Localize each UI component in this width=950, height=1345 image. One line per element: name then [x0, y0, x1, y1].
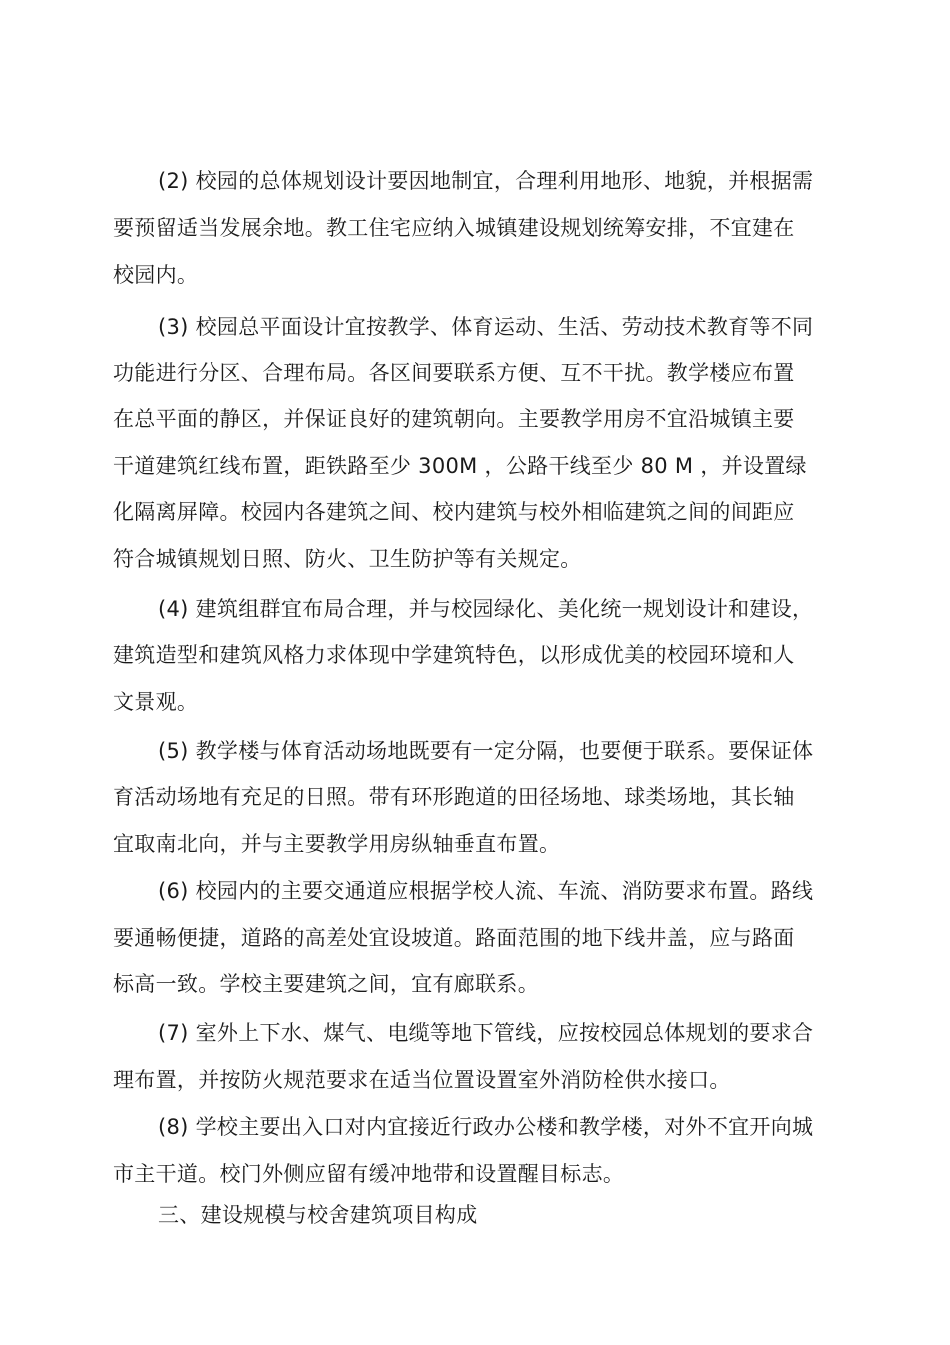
paragraph-6-line-3: 标高一致。学校主要建筑之间，宜有廊联系。 — [113, 972, 539, 996]
paragraph-3-line-2: 功能进行分区、合理布局。各区间要联系方便、互不干扰。教学楼应布置 — [113, 361, 795, 385]
paragraph-3-line-1: (3) 校园总平面设计宜按教学、体育运动、生活、劳动技术教育等不同 — [158, 315, 814, 339]
paragraph-2-line-3: 校园内。 — [113, 263, 199, 287]
paragraph-2-line-1: (2) 校园的总体规划设计要因地制宜，合理利用地形、地貌，并根据需 — [158, 169, 814, 193]
paragraph-3-line-4: 干道建筑红线布置，距铁路至少 300M ，公路干线至少 80 M ，并设置绿 — [113, 454, 807, 478]
section-heading: 三、建设规模与校舍建筑项目构成 — [158, 1203, 478, 1227]
paragraph-2-line-2: 要预留适当发展余地。教工住宅应纳入城镇建设规划统筹安排，不宜建在 — [113, 216, 795, 240]
paragraph-5-line-3: 宜取南北向，并与主要教学用房纵轴垂直布置。 — [113, 832, 561, 856]
paragraph-4-line-3: 文景观。 — [113, 690, 199, 714]
paragraph-3-line-6: 符合城镇规划日照、防火、卫生防护等有关规定。 — [113, 547, 582, 571]
paragraph-7-line-1: (7) 室外上下水、煤气、电缆等地下管线，应按校园总体规划的要求合 — [158, 1021, 814, 1045]
paragraph-4-line-1: (4) 建筑组群宜布局合理，并与校园绿化、美化统一规划设计和建设， — [158, 597, 814, 621]
paragraph-5-line-2: 育活动场地有充足的日照。带有环形跑道的田径场地、球类场地，其长轴 — [113, 785, 795, 809]
paragraph-3-line-5: 化隔离屏障。校园内各建筑之间、校内建筑与校外相临建筑之间的间距应 — [113, 500, 795, 524]
paragraph-8-line-2: 市主干道。校门外侧应留有缓冲地带和设置醒目标志。 — [113, 1162, 625, 1186]
paragraph-7-line-2: 理布置，并按防火规范要求在适当位置设置室外消防栓供水接口。 — [113, 1068, 731, 1092]
paragraph-3-line-3: 在总平面的静区，并保证良好的建筑朝向。主要教学用房不宜沿城镇主要 — [113, 407, 795, 431]
paragraph-8-line-1: (8) 学校主要出入口对内宜接近行政办公楼和教学楼，对外不宜开向城 — [158, 1115, 814, 1139]
paragraph-4-line-2: 建筑造型和建筑风格力求体现中学建筑特色，以形成优美的校园环境和人 — [113, 643, 795, 667]
paragraph-5-line-1: (5) 教学楼与体育活动场地既要有一定分隔，也要便于联系。要保证体 — [158, 739, 814, 763]
paragraph-6-line-2: 要通畅便捷，道路的高差处宜设坡道。路面范围的地下线井盖，应与路面 — [113, 926, 795, 950]
paragraph-6-line-1: (6) 校园内的主要交通道应根据学校人流、车流、消防要求布置。路线 — [158, 879, 814, 903]
